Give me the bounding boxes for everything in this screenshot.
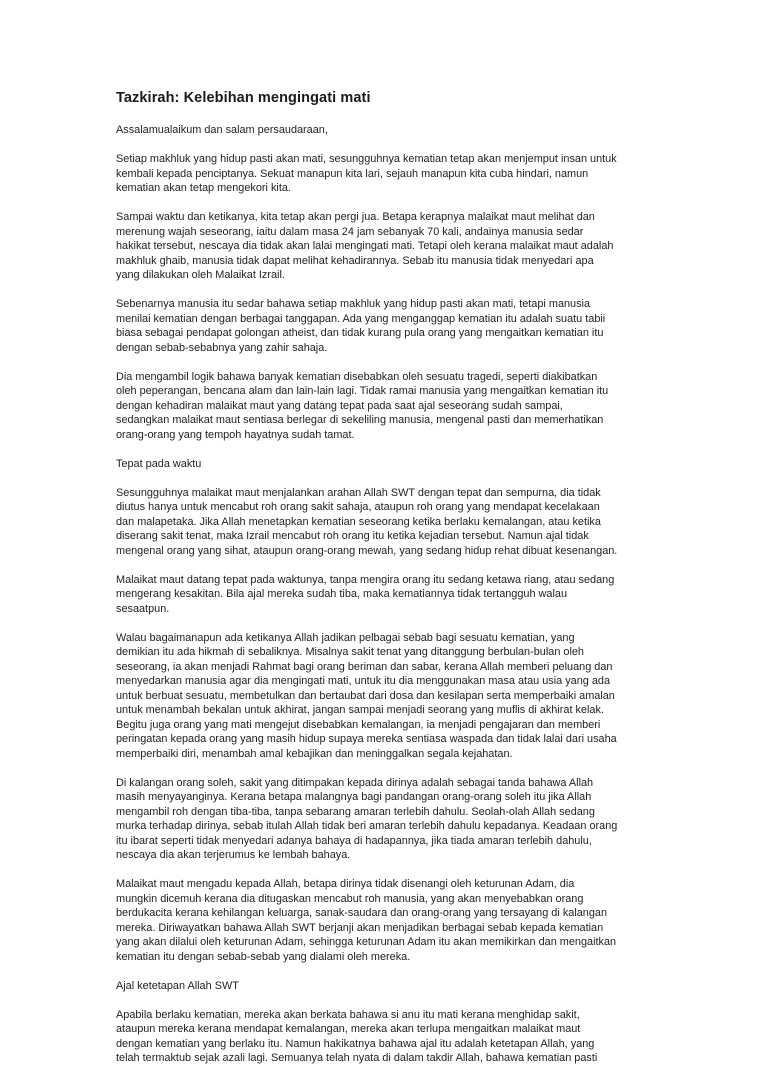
text-line: dan malapetaka. Jika Allah menetapkan kematian seseorang ketika berlaku kemalangan, atau ketika <box>116 515 601 528</box>
text-line: Sesungguhnya malaikat maut menjalankan arahan Allah SWT dengan tepat dan sempurna, dia tidak <box>116 486 601 499</box>
text-line: untuk berbuat sesuatu, membetulkan dan bertaubat dari dosa dan kesilapan serta memperbaiki amalan <box>116 689 615 702</box>
paragraph <box>116 297 661 355</box>
text-line: Malaikat maut datang tepat pada waktunya, tanpa mengira orang itu sedang ketawa riang, atau sedang <box>116 573 615 586</box>
text-line: Apabila berlaku kematian, mereka akan berkata bahawa si anu itu mati kerana menghidap sakit, <box>116 1008 580 1021</box>
paragraph <box>116 776 661 863</box>
paragraph <box>116 573 661 617</box>
text-line: menilai kematian dengan berbagai tanggapan. Ada yang menganggap kematian itu adalah suatu tabii <box>116 312 606 325</box>
paragraph <box>116 1008 661 1066</box>
paragraph <box>116 877 661 964</box>
text-line: yang dilakukan oleh Malaikat Izrail. <box>116 269 285 281</box>
text-line: Begitu juga orang yang mati mengejut disebabkan kemalangan, ia menjadi pengajaran dan memberi <box>116 718 601 731</box>
text-line: mengenal orang yang sihat, ataupun orang-orang mewah, yang sedang hidup rehat dibuat kesenangan. <box>116 544 618 557</box>
paragraph <box>116 210 661 283</box>
text-line: hakikat tersebut, nescaya dia tidak akan lalai mengingati mati. Tetapi oleh kerana malaikat maut adalah <box>116 240 614 252</box>
text-line: peringatan kepada orang yang masih hidup supaya mereka sentiasa waspada dan tidak lalai dari usaha <box>116 733 617 745</box>
text-line: sedangkan malaikat maut sentiasa berlegar di sekeliling manusia, mengenal pasti dan memerhatikan <box>116 414 604 426</box>
text-line: dengan kehadiran malaikat maut yang datang tepat pada saat ajal seseorang sudah sampai, <box>116 399 563 412</box>
text-line: mengerang kesakitan. Bila ajal mereka sudah tiba, maka kematiannya tidak tertangguh walau <box>116 588 568 600</box>
paragraph <box>116 152 661 196</box>
text-line: orang-orang yang tempoh hayatnya sudah tamat. <box>116 428 355 441</box>
document-body <box>116 123 661 1066</box>
text-line: mereka. Diriwayatkan bahawa Allah SWT berjanji akan menjadikan berbagai sebab kepada kematian <box>116 921 604 934</box>
paragraph <box>116 370 661 443</box>
text-line: masih menyayanginya. Kerana betapa malangnya bagi pandangan orang-orang soleh itu jika Allah <box>116 791 592 803</box>
paragraph <box>116 486 661 559</box>
text-line: untuk menambah bekalan untuk akhirat, jangan sampai menjadi seorang yang muflis di akhirat kelak. <box>116 704 604 716</box>
text-line: Ajal ketetapan Allah SWT <box>116 979 239 992</box>
text-line: Walau bagaimanapun ada ketikanya Allah jadikan pelbagai sebab bagi sesuatu kematian, yang <box>116 631 575 644</box>
text-line: itu ibarat seperti tidak menyedari adanya bahaya di hadapannya, jika tiada amaran terlebih dahulu, <box>116 834 592 847</box>
document-page <box>116 90 661 1080</box>
text-line: kematian itu dengan sebab-sebab yang dialami oleh mereka. <box>116 950 411 963</box>
text-line: Sampai waktu dan ketikanya, kita tetap akan pergi jua. Betapa kerapnya malaikat maut melihat dan <box>116 211 595 223</box>
text-line: Sebenarnya manusia itu sedar bahawa setiap makhluk yang hidup pasti akan mati, tetapi manusia <box>116 298 591 310</box>
text-line: menyedarkan manusia agar dia mengingati mati, untuk itu dia menggunakan masa atau usia yang ada <box>116 675 611 687</box>
text-line: demikian itu ada hikmah di sebaliknya. Misalnya sakit tenat yang ditanggung berbulan-bulan oleh <box>116 646 584 658</box>
paragraph <box>116 631 661 762</box>
text-line: Malaikat maut mengadu kepada Allah, betapa dirinya tidak disenangi oleh keturunan Adam, dia <box>116 878 575 890</box>
text-line: kematian akan tetap mengekori kita. <box>116 182 291 194</box>
text-line: murka terhadap dirinya, sebab itulah Allah tidak beri amaran terlebih dahulu kepadanya. Keadaan orang <box>116 820 618 832</box>
text-line: seseorang, ia akan menjadi Rahmat bagi orang beriman dan sabar, kerana Allah memberi peluang dan <box>116 660 613 673</box>
text-line: yang akan dilalui oleh keturunan Adam, sehingga keturunan Adam itu akan memikirkan dan mengaitkan <box>116 936 617 948</box>
text-line: merenung wajah seseorang, iaitu dalam masa 24 jam sebanyak 70 kali, andainya manusia sedar <box>116 225 584 238</box>
text-line: mengambil roh dengan tiba-tiba, tanpa sebarang amaran terlebih dahulu. Seolah-olah Allah sedang <box>116 805 595 818</box>
text-line: Assalamualaikum dan salam persaudaraan, <box>116 124 328 136</box>
paragraph <box>116 123 661 138</box>
paragraph <box>116 979 661 994</box>
text-line: berdukacita kerana kehilangan keluarga, sanak-saudara dan orang-orang yang tersayang di kalangan <box>116 907 608 919</box>
text-line: biasa sebagai pendapat golongan atheist, dan tidak kurang pula orang yang mengaitkan kematian itu <box>116 327 604 339</box>
text-line: kembali kepada penciptanya. Sekuat manapun kita lari, sejauh manapun kita cuba hindari, namun <box>116 167 589 180</box>
text-line: diutus hanya untuk mencabut roh orang sakit sahaja, ataupun roh orang yang mendapat kecelakaan <box>116 501 600 513</box>
text-line: telah termaktub sejak azali lagi. Semuanya telah nyata di dalam takdir Allah, bahawa kematian pasti <box>116 1052 598 1064</box>
text-line: nescaya dia akan terjerumus ke lembah bahaya. <box>116 849 351 861</box>
text-line: sesaatpun. <box>116 602 170 615</box>
text-line: makhluk ghaib, manusia tidak dapat melihat kehadirannya. Sebab itu manusia tidak menyedari apa <box>116 254 594 267</box>
text-line: diserang sakit tenat, maka Izrail mencabut roh orang itu ketika kejadian tersebut. Namun ajal tidak <box>116 530 589 542</box>
document-title: Tazkirah: Kelebihan mengingati mati <box>116 90 371 106</box>
text-line: ataupun mereka kerana mendapat kemalangan, mereka akan terlupa mengaitkan malaikat maut <box>116 1023 581 1035</box>
text-line: Tepat pada waktu <box>116 457 202 470</box>
text-line: oleh peperangan, bencana alam dan lain-lain lagi. Tidak ramai manusia yang mengaitkan kematian itu <box>116 385 609 397</box>
text-line: Di kalangan orang soleh, sakit yang ditimpakan kepada dirinya adalah sebagai tanda bahawa Allah <box>116 776 594 789</box>
text-line: Dia mengambil logik bahawa banyak kematian disebabkan oleh sesuatu tragedi, seperti diakibatkan <box>116 370 598 383</box>
text-line: mungkin dicemuh kerana dia ditugaskan mencabut roh manusia, yang akan menyebabkan orang <box>116 892 584 905</box>
text-line: dengan kematian yang berlaku itu. Namun hakikatnya bahawa ajal itu adalah ketetapan Allah, yang <box>116 1037 595 1050</box>
text-line: Setiap makhluk yang hidup pasti akan mati, sesungguhnya kematian tetap akan menjemput insan untuk <box>116 153 617 165</box>
text-line: dengan sebab-sebabnya yang zahir sahaja. <box>116 341 328 354</box>
paragraph <box>116 457 661 472</box>
text-line: memperbaiki diri, menambah amal kebajikan dan meninggalkan segala kejahatan. <box>116 747 513 760</box>
